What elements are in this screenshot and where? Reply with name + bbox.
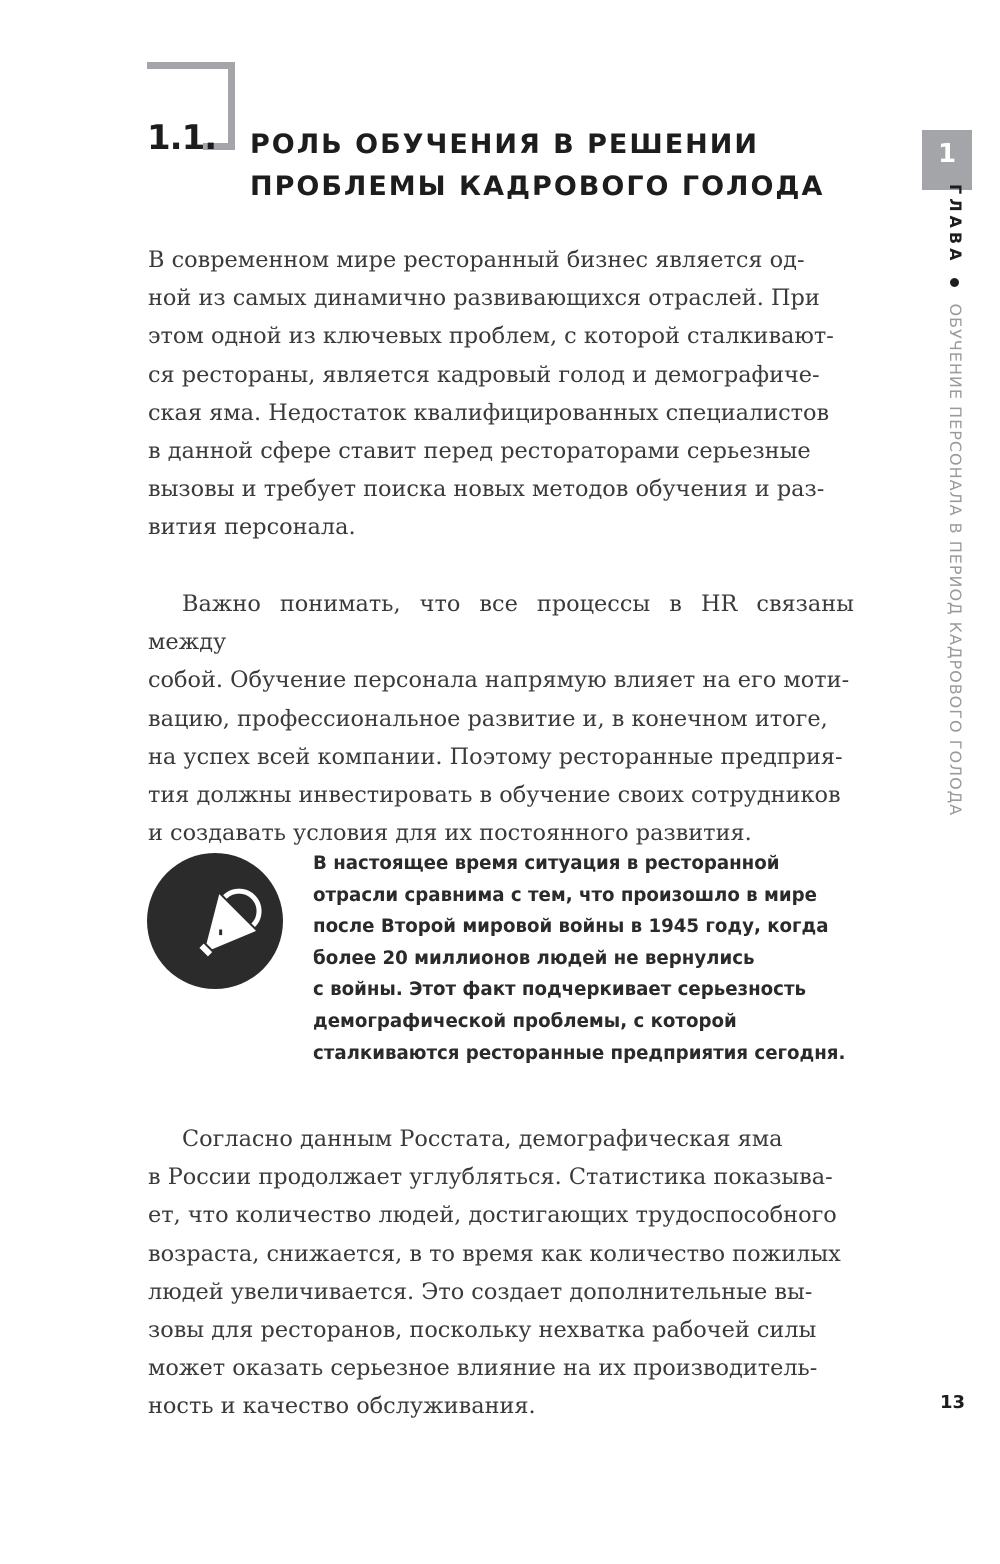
text-line: ность и качество обслуживания. [148, 1393, 536, 1420]
chapter-name: ОБУЧЕНИЕ ПЕРСОНАЛА В ПЕРИОД КАДРОВОГО ГОЛОДА [946, 303, 965, 817]
callout-line: отрасли сравнима с тем, что произошло в мире [313, 884, 817, 906]
text-line: людей увеличивается. Это создает дополнительные вы- [148, 1278, 813, 1305]
paragraph-2 [148, 585, 854, 852]
text-line: вызовы и требует поиска новых методов обучения и раз- [148, 476, 825, 503]
chapter-label: ГЛАВА [946, 184, 965, 265]
text-line: вития персонала. [148, 514, 356, 541]
callout-line: демографической проблемы, с которой [313, 1010, 737, 1032]
bullet-dot-icon [950, 278, 959, 287]
section-number: 1.1. [147, 118, 217, 158]
text-line: Согласно данным Росстата, демографическая яма [182, 1126, 783, 1152]
chapter-running-header [943, 184, 967, 834]
text-line: на успех всей компании. Поэтому ресторанные предприя- [148, 743, 843, 770]
callout-line: В настоящее время ситуация в ресторанной [313, 853, 780, 874]
text-line: и создавать условия для их постоянного развития. [148, 820, 752, 847]
text-line: В современном мире ресторанный бизнес является од- [148, 247, 805, 273]
text-line: ская яма. Недостаток квалифицированных специалистов [148, 399, 830, 426]
text-line: ся рестораны, является кадровый голод и демографиче- [148, 361, 820, 388]
text-line: собой. Обучение персонала напрямую влияет на его моти- [148, 667, 850, 694]
callout-line: с войны. Этот факт подчеркивает серьезность [313, 979, 806, 1001]
text-line: возраста, снижается, в то время как количество пожилых [148, 1240, 841, 1267]
callout-line: сталкиваются ресторанные предприятия сегодня. [313, 1042, 846, 1064]
text-line: тия должны инвестировать в обучение своих сотрудников [148, 782, 841, 809]
text-line: ет, что количество людей, достигающих трудоспособного [148, 1202, 837, 1229]
callout-line: более 20 миллионов людей не вернулись [313, 947, 755, 969]
text-line: в России продолжает углубляться. Статистика показыва- [148, 1164, 833, 1191]
section-title-line: ПРОБЛЕМЫ КАДРОВОГО ГОЛОДА [250, 171, 825, 202]
callout-line: после Второй мировой войны в 1945 году, когда [313, 916, 829, 938]
text-line: вацию, профессиональное развитие и, в конечном итоге, [148, 705, 828, 732]
section-title [250, 124, 870, 208]
text-line: Важно понимать, что все процессы в HR связаны между [148, 591, 854, 656]
page-number: 13 [940, 1392, 966, 1413]
text-line: зовы для ресторанов, поскольку нехватка рабочей силы [148, 1317, 817, 1344]
text-line: этом одной из ключевых проблем, с которой сталкивают- [148, 323, 834, 350]
text-line: в данной сфере ставит перед рестораторами серьезные [148, 438, 811, 465]
section-title-line: РОЛЬ ОБУЧЕНИЯ В РЕШЕНИИ [250, 129, 759, 160]
text-line: может оказать серьезное влияние на их производитель- [148, 1355, 818, 1382]
text-line: ной из самых динамично развивающихся отраслей. При [148, 285, 820, 312]
megaphone-icon [147, 853, 283, 989]
paragraph-1 [148, 241, 854, 547]
chapter-number-tab: 1 [922, 130, 972, 190]
paragraph-3 [148, 1120, 854, 1426]
callout-text [313, 848, 853, 1069]
